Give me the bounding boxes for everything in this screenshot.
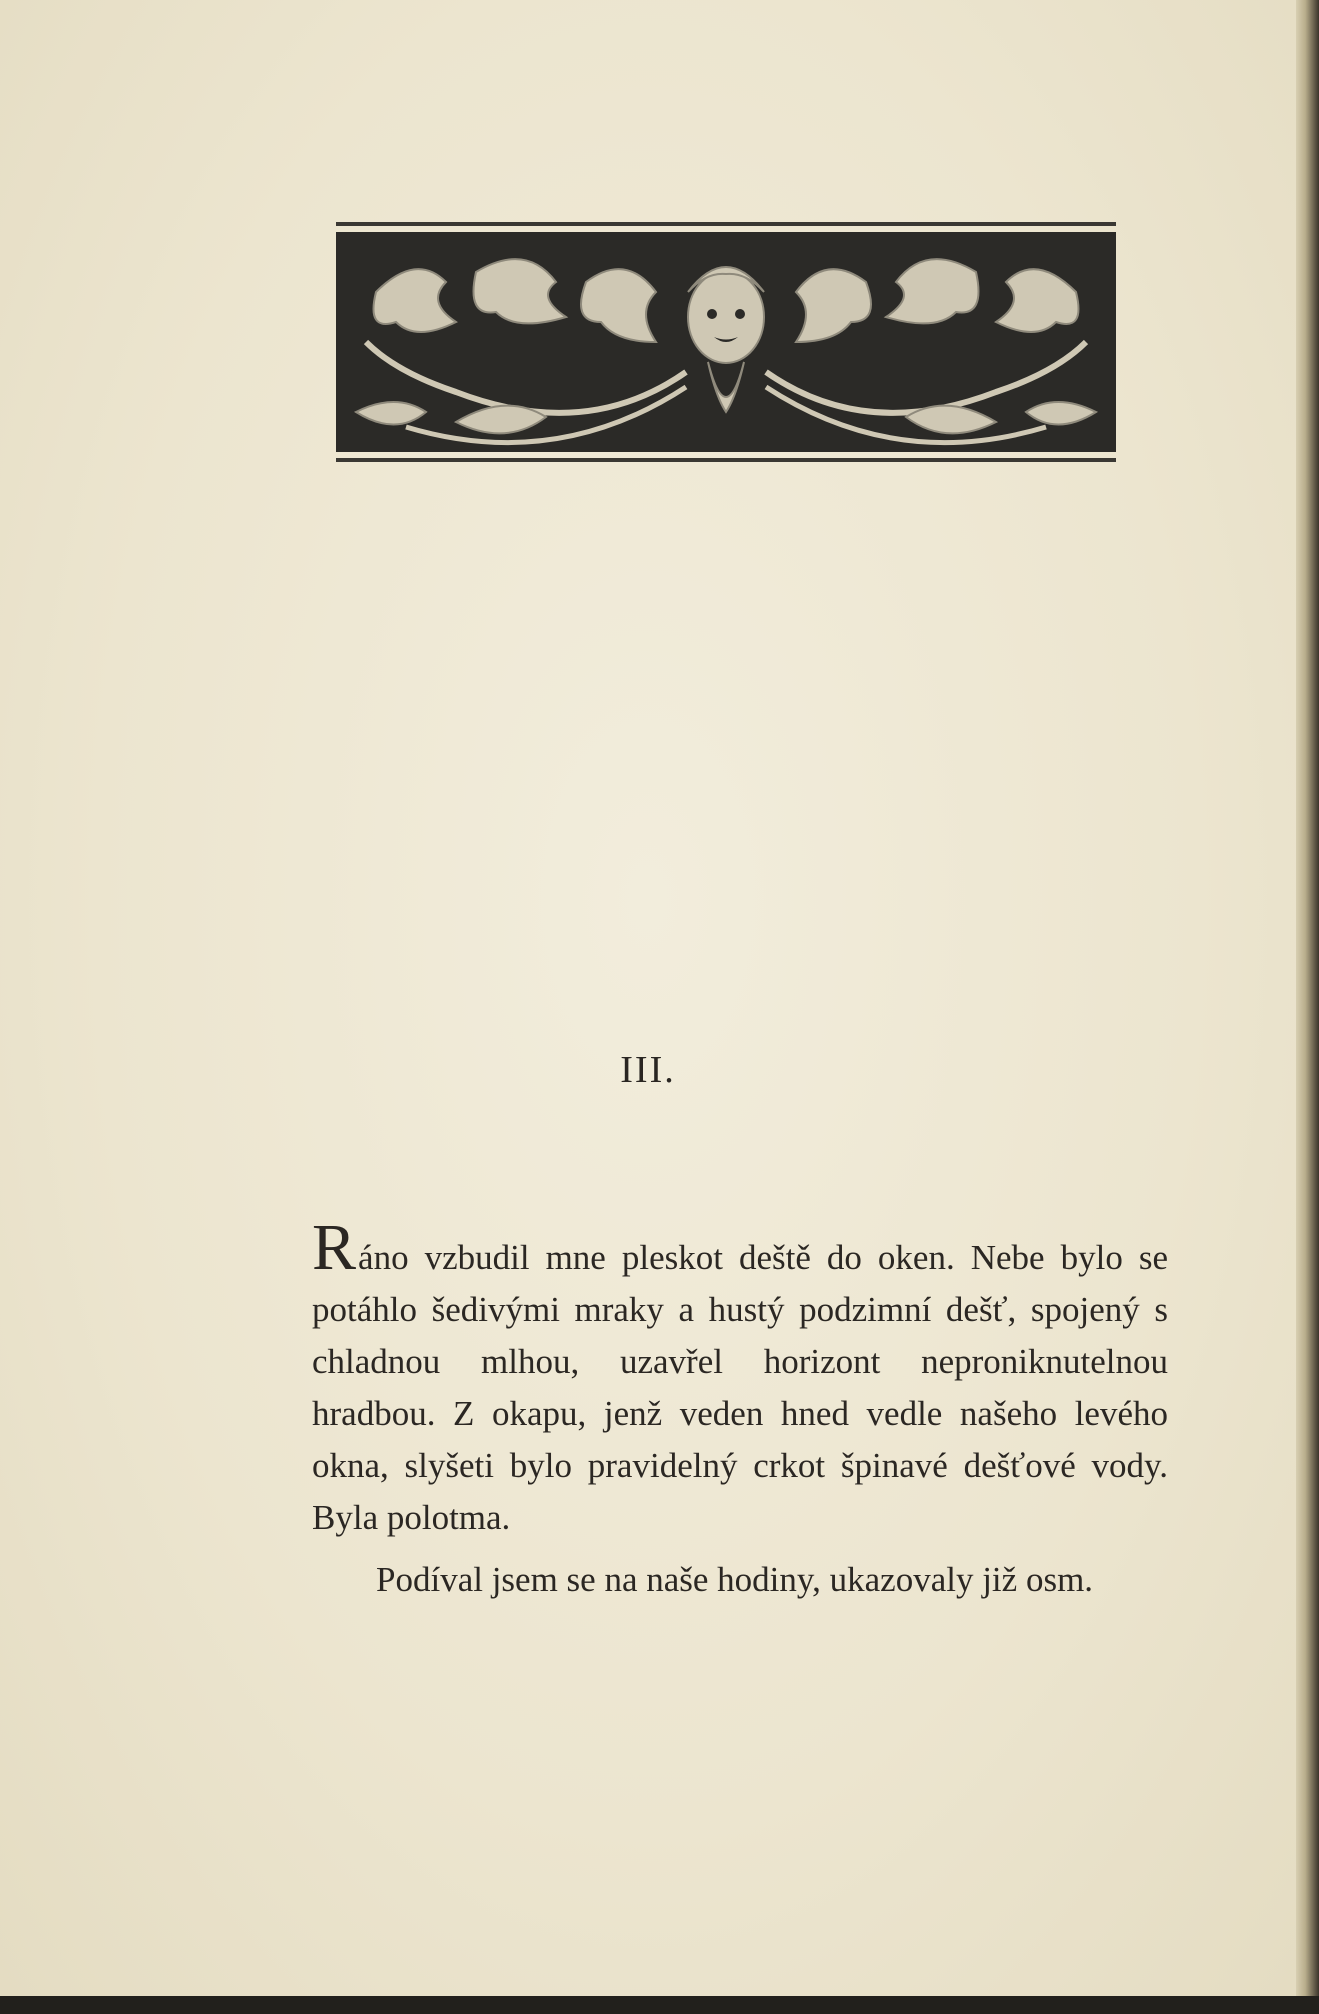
paragraph: Podíval jsem se na naše hodiny, ukazovaly již osm.	[376, 1560, 1094, 1599]
scan-border	[0, 1996, 1319, 2014]
chapter-heading: III.	[620, 1049, 676, 1091]
paragraph-text: áno vzbudil mne pleskot deště do oken. Nebe bylo se potáhlo šedivými mraky a hustý podzimní dešť, spojený s chladnou mlhou, uzavřel horizont neproniknutelnou hradbou. Z okapu, jenž veden hned vedle našeho levého okna, slyšeti bylo pravidelný crkot špinavé dešťové vody. Byla polotma.	[312, 1238, 1168, 1537]
foliage-mask-ornament-icon	[336, 222, 1116, 464]
paragraph	[312, 1211, 1168, 1544]
page-edge	[1296, 0, 1319, 2014]
body-text	[312, 1211, 1168, 1606]
drop-cap: R	[312, 1211, 357, 1284]
